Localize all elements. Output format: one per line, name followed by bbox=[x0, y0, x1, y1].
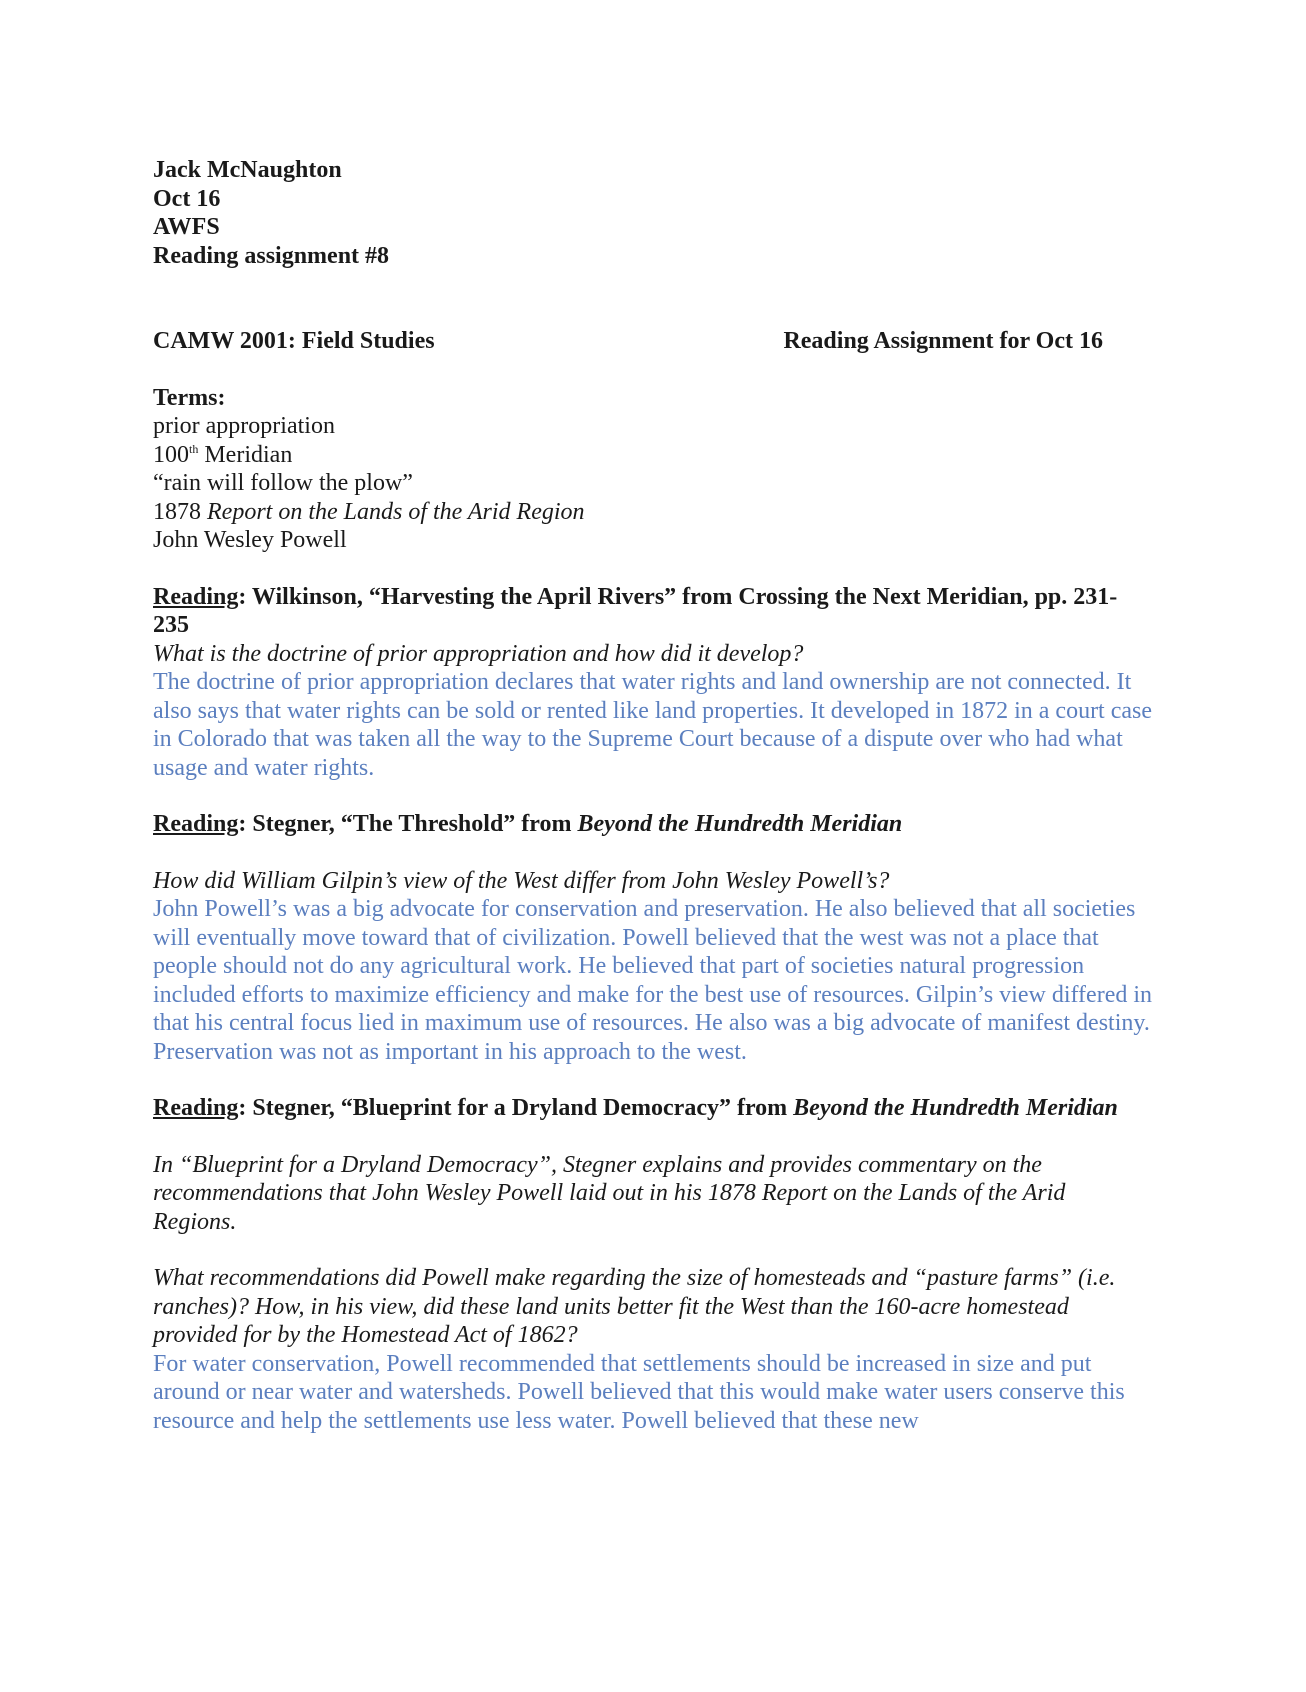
term-report-title: Report on the Lands of the Arid Region bbox=[207, 498, 585, 525]
term-year: 1878 bbox=[153, 498, 207, 525]
terms-section bbox=[153, 384, 1153, 555]
assignment-date-title: Reading Assignment for Oct 16 bbox=[783, 328, 1103, 354]
terms-heading: Terms: bbox=[153, 384, 226, 411]
term-superscript: th bbox=[189, 441, 199, 456]
reading-label: Reading bbox=[153, 811, 239, 837]
reading-answer: The doctrine of prior appropriation declares that water rights and land ownership are not connected. It also says that water rights can be sold or rented like land properties. It developed in 1872 in a court case in Colorado that was taken all the way to the Supreme Court because of a dispute over who had what usage and water rights. bbox=[153, 669, 1153, 781]
course-name: CAMW 2001: Field Studies bbox=[153, 328, 435, 354]
term-item: prior appropriation bbox=[153, 413, 335, 439]
term-item bbox=[153, 441, 1153, 470]
reading-question: What is the doctrine of prior appropriation and how did it develop? bbox=[153, 640, 804, 667]
term-item bbox=[153, 498, 1153, 527]
reading-title: : Stegner, “Blueprint for a Dryland Democracy” from bbox=[238, 1095, 794, 1121]
submission-date: Oct 16 bbox=[153, 185, 221, 212]
reading-section-1 bbox=[153, 583, 1153, 783]
reading-book-title: Beyond the Hundredth Meridian bbox=[793, 1095, 1118, 1121]
reading-section-2 bbox=[153, 810, 1153, 1066]
reading-book-title: Beyond the Hundredth Meridian bbox=[577, 811, 903, 837]
student-header bbox=[153, 156, 1153, 270]
reading-question: How did William Gilpin’s view of the West differ from John Wesley Powell’s? bbox=[153, 867, 890, 894]
reading-heading bbox=[153, 810, 1153, 839]
document-body bbox=[153, 156, 1153, 1435]
term-number: 100 bbox=[153, 441, 189, 468]
reading-question: What recommendations did Powell make regarding the size of homesteads and “pasture farms” (i.e. ranches)? How, in his view, did these land units better fit the West than the 160-acre homestead provided for by the Homestead Act of 1862? bbox=[153, 1265, 1116, 1348]
reading-answer: For water conservation, Powell recommended that settlements should be increased in size and put around or near water and watersheds. Powell believed that this would make water users conserve this resource and help the settlements use less water. Powell believed that these new bbox=[153, 1350, 1125, 1434]
reading-heading bbox=[153, 1094, 1153, 1123]
course-line bbox=[153, 327, 1103, 356]
reading-heading bbox=[153, 583, 1153, 640]
reading-label: Reading bbox=[153, 583, 239, 610]
reading-title: : Wilkinson, “Harvesting the April Rivers” from Crossing the Next Meridian, pp. 231-235 bbox=[153, 583, 1118, 638]
reading-label: Reading bbox=[153, 1095, 239, 1121]
reading-answer: John Powell’s was a big advocate for conservation and preservation. He also believed that all societies will eventually move toward that of civilization. Powell believed that the west was not a place that people should not do any agricultural work. He believed that part of societies natural progression included efforts to maximize efficiency and make for the best use of resources. Gilpin’s view differed in that his central focus lied in maximum use of resources. He also was a big advocate of manifest destiny. Preservation was not as important in his approach to the west. bbox=[153, 896, 1153, 1065]
reading-title: : Stegner, “The Threshold” from bbox=[238, 811, 578, 837]
course-code: AWFS bbox=[153, 214, 220, 240]
reading-intro: In “Blueprint for a Dryland Democracy”, Stegner explains and provides commentary on the recommendations that John Wesley Powell laid out in his 1878 Report on the Lands of the Arid Regions. bbox=[153, 1151, 1066, 1235]
reading-section-3 bbox=[153, 1094, 1153, 1435]
term-item: “rain will follow the plow” bbox=[153, 470, 413, 496]
term-text: Meridian bbox=[198, 441, 293, 468]
term-item: John Wesley Powell bbox=[153, 527, 347, 553]
assignment-title: Reading assignment #8 bbox=[153, 242, 390, 269]
student-name: Jack McNaughton bbox=[153, 157, 342, 183]
